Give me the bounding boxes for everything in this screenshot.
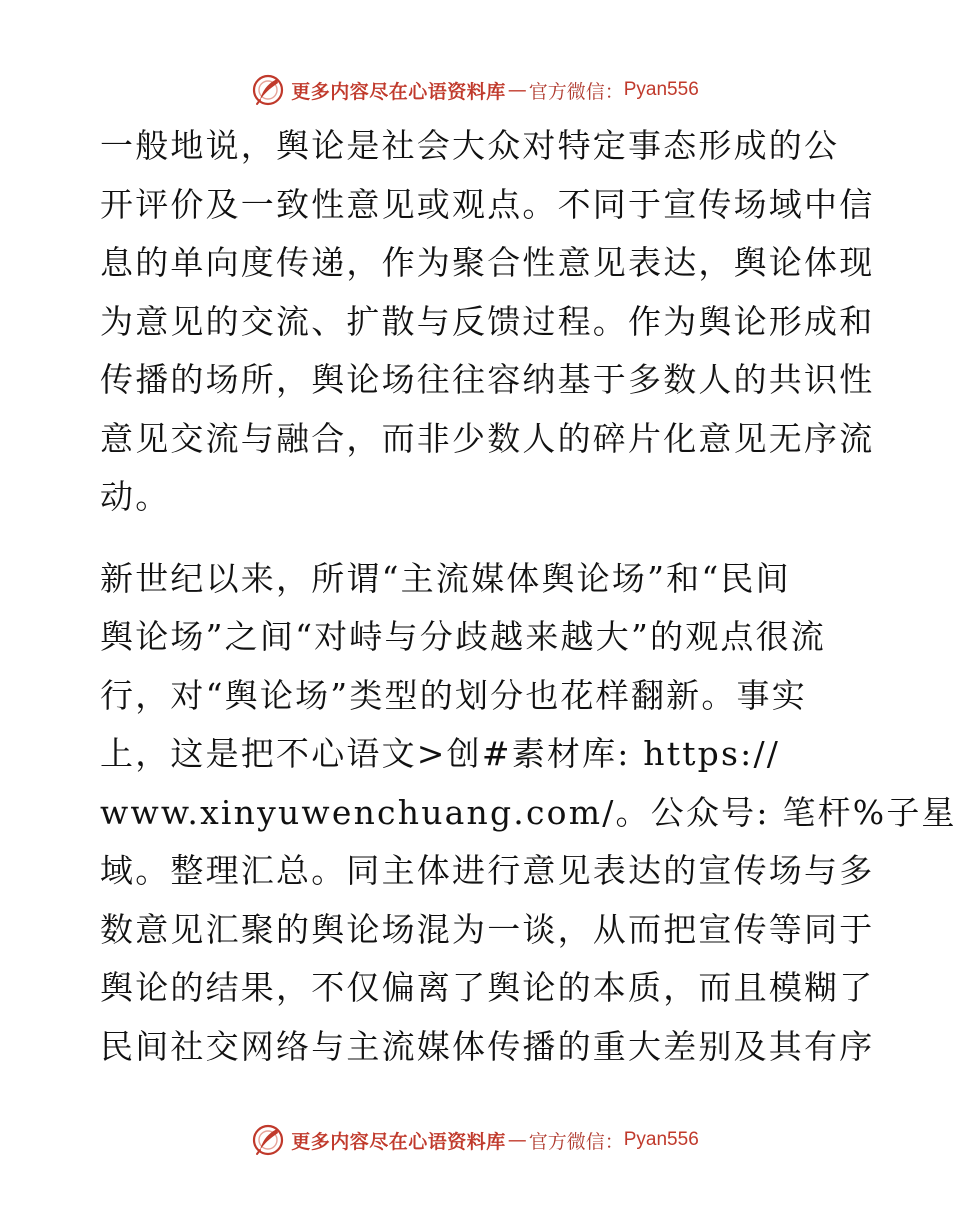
banner-wechat-label: 官方微信： — [528, 80, 624, 103]
text-line: 行，对“舆论场”类型的划分也花样翻新。事实 — [100, 675, 807, 715]
banner-wechat-label: 官方微信： — [528, 1130, 624, 1153]
text-line: 上，这是把不心语文>创#素材库: https:// — [100, 734, 781, 773]
text-line: 一般地说，舆论是社会大众对特定事态形成的公 — [100, 126, 840, 165]
text-line: 舆论场”之间“对峙与分歧越来越大”的观点很流 — [100, 617, 827, 656]
feather-pen-logo-icon — [251, 1123, 285, 1157]
banner-title: 更多内容尽在心语资料库 — [291, 1130, 506, 1153]
paragraph — [100, 550, 957, 1077]
article-body — [100, 117, 957, 1076]
banner-wechat-id: Pyan556 — [623, 79, 699, 100]
paragraph-gap — [100, 527, 860, 550]
text-line: 域。整理汇总。同主体进行意见表达的宣传场与多 — [100, 851, 875, 890]
text-line: 民间社交网络与主流媒体传播的重大差别及其有序 — [100, 1026, 875, 1066]
text-line: 息的单向度传递，作为聚合性意见表达，舆论体现 — [100, 243, 875, 282]
text-line: www.xinyuwenchuang.com/。公众号: 笔杆%子星 — [100, 792, 957, 832]
banner-title: 更多内容尽在心语资料库 — [291, 80, 506, 103]
paragraph — [100, 117, 875, 527]
text-line: 动。 — [100, 477, 171, 516]
banner-separator: — — [507, 79, 527, 101]
banner-wechat-id: Pyan556 — [623, 1129, 699, 1150]
banner-separator: — — [507, 1129, 527, 1151]
feather-pen-logo-icon — [251, 73, 285, 107]
text-line: 开评价及一致性意见或观点。不同于宣传场域中信 — [100, 184, 875, 224]
text-line: 新世纪以来，所谓“主流媒体舆论场”和“民间 — [100, 558, 791, 598]
footer-banner — [0, 1120, 950, 1160]
text-line: 数意见汇聚的舆论场混为一谈，从而把宣传等同于 — [100, 909, 875, 949]
header-banner — [0, 70, 950, 110]
text-line: 舆论的结果，不仅偏离了舆论的本质，而且模糊了 — [100, 968, 875, 1007]
text-line: 传播的场所，舆论场往往容纳基于多数人的共识性 — [100, 360, 875, 399]
text-line: 为意见的交流、扩散与反馈过程。作为舆论形成和 — [100, 301, 875, 341]
text-line: 意见交流与融合，而非少数人的碎片化意见无序流 — [100, 418, 875, 458]
